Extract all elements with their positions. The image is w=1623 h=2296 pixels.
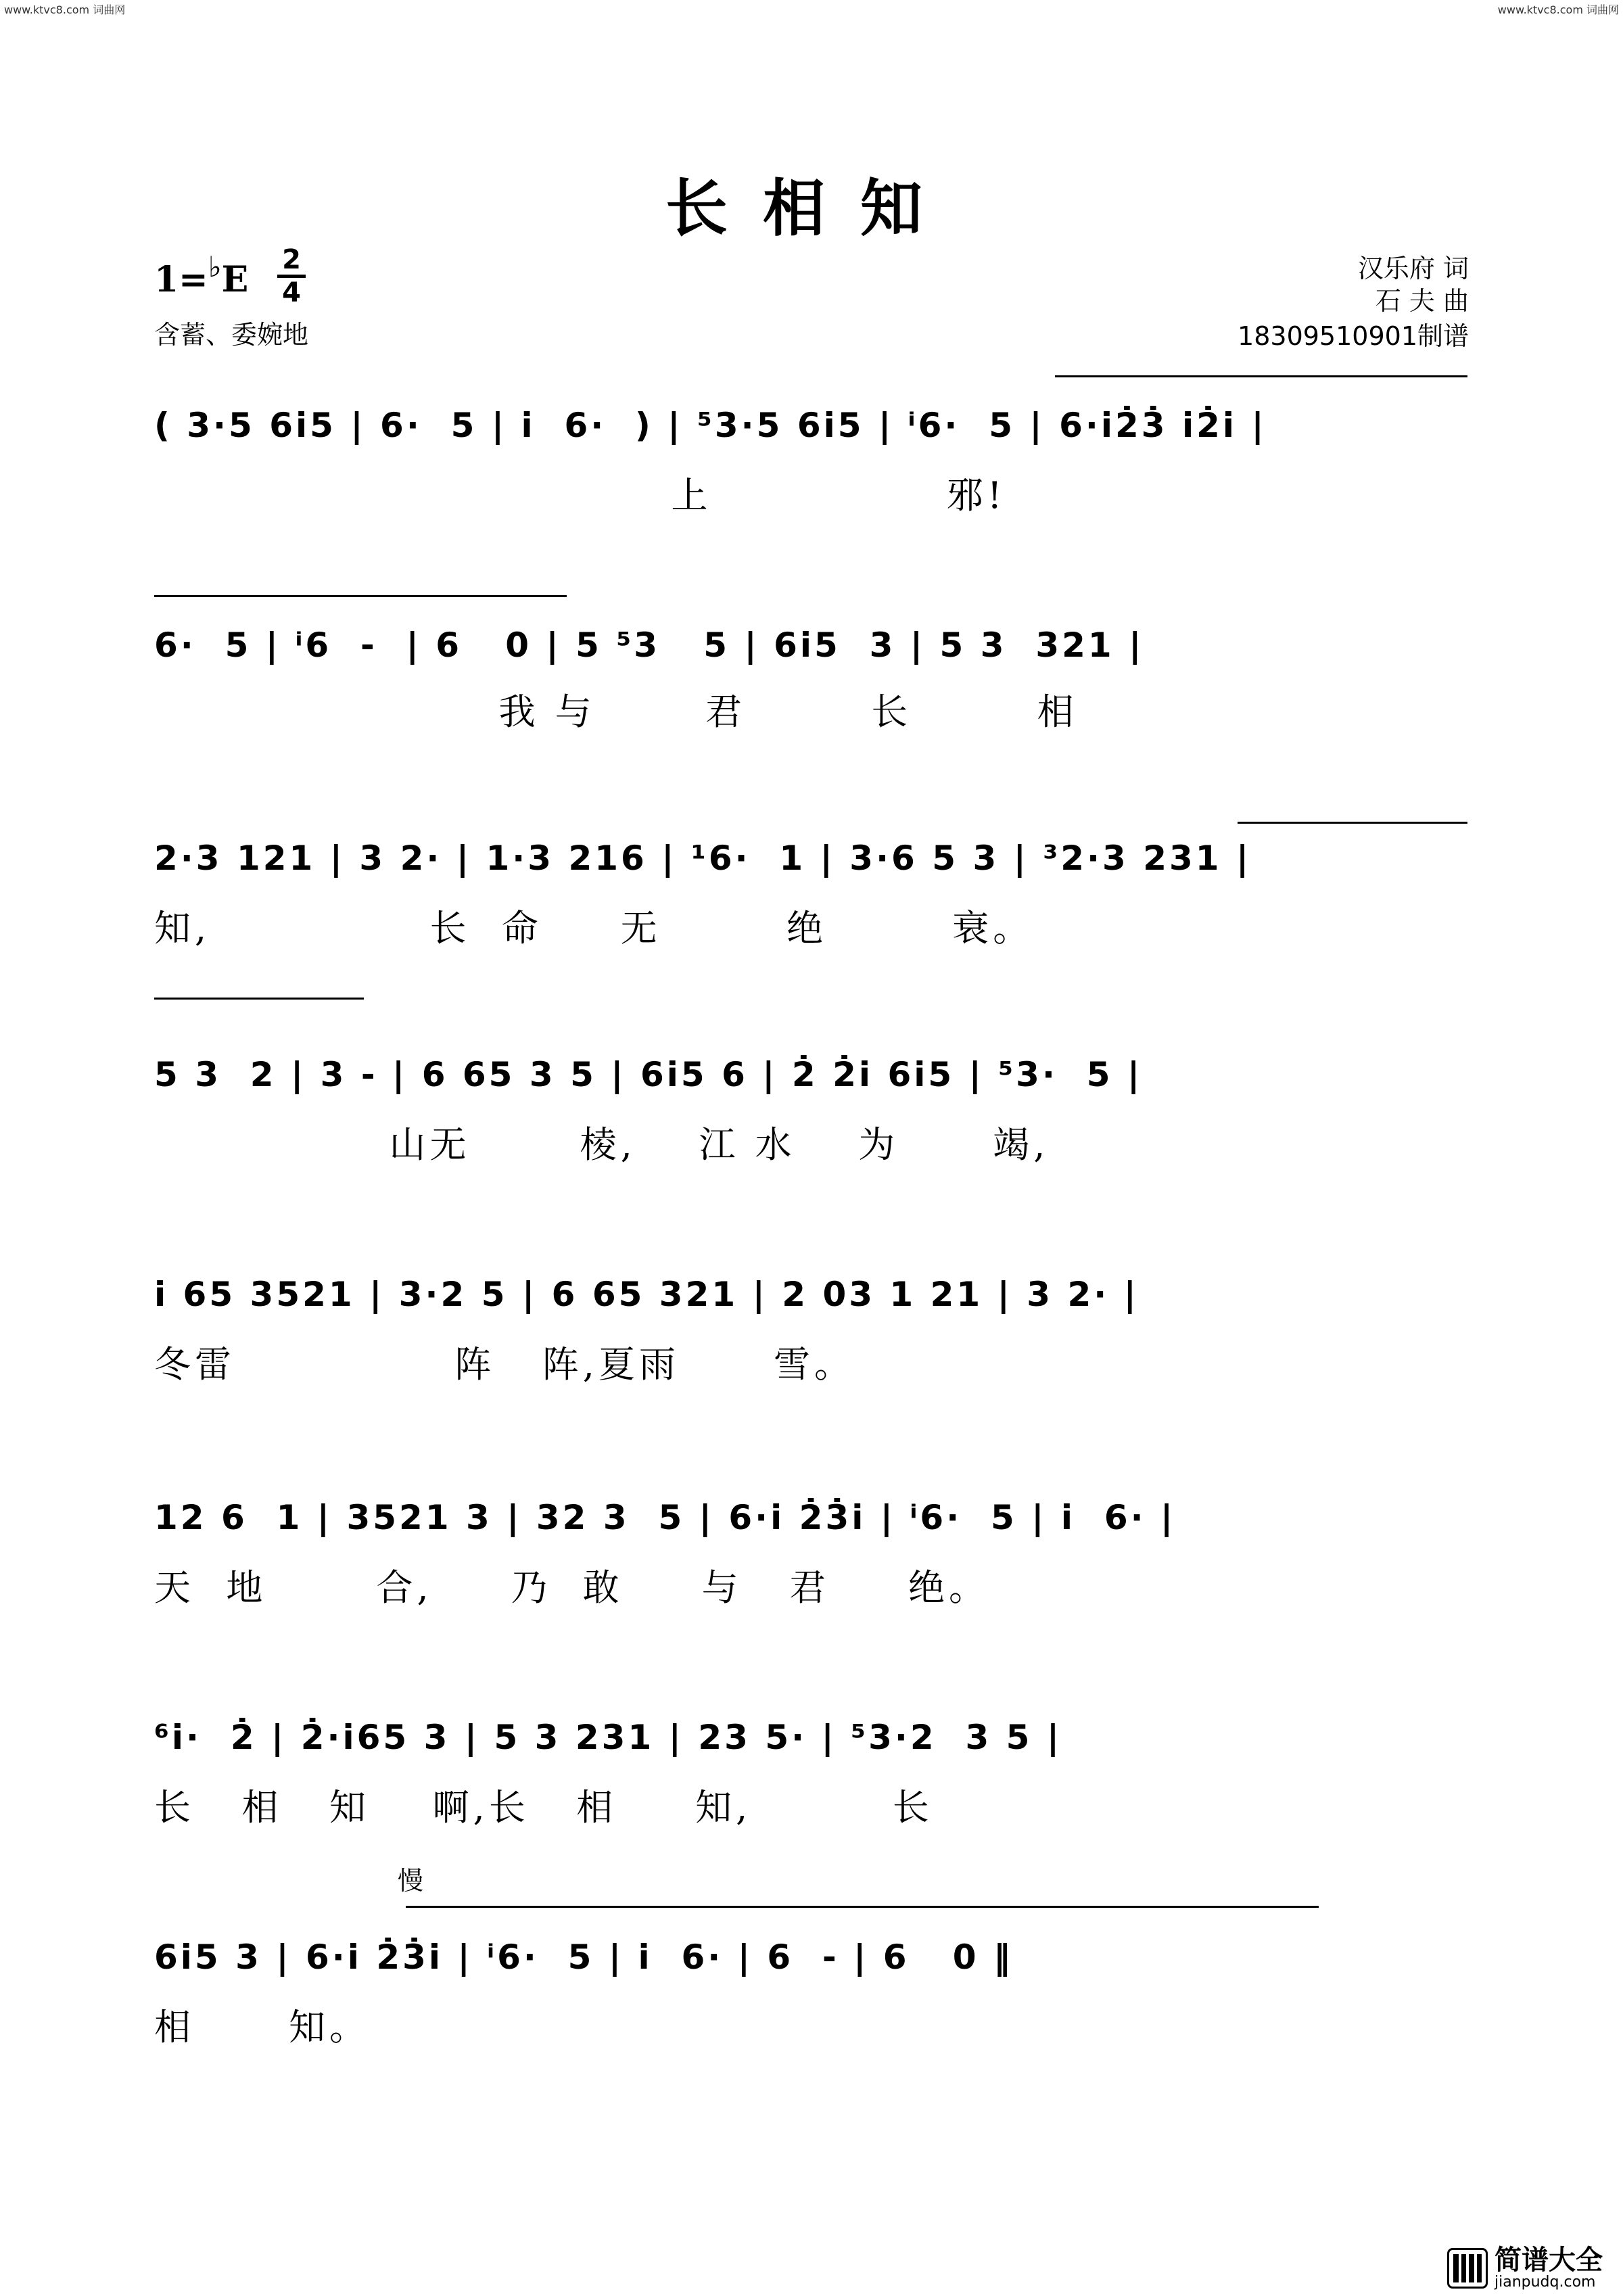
- key-signature: [154, 250, 248, 300]
- score-line-5-lyrics: 冬雷 阵 阵,夏雨 雪。: [154, 1343, 855, 1386]
- piano-icon: [1447, 2248, 1488, 2289]
- header-site-right: www.ktvc8.com 词曲网: [1497, 3, 1619, 16]
- brand-name: 简谱大全: [1495, 2245, 1603, 2276]
- time-signature: [277, 245, 306, 308]
- brand-logo: [1447, 2246, 1603, 2291]
- score-line-6-lyrics: 天 地 合, 乃 敢 与 君 绝。: [154, 1566, 989, 1609]
- key-prefix: 1=: [154, 259, 208, 300]
- time-signature-bottom: 4: [277, 275, 306, 308]
- score-line-2-lyrics: 我 与 君 长 相: [154, 690, 1078, 733]
- page-title: 长相知: [665, 172, 958, 245]
- score-line-7-lyrics: 长 相 知 啊,长 相 知, 长: [154, 1786, 933, 1829]
- slur-line-1: [1055, 375, 1467, 377]
- time-signature-top: 2: [282, 244, 301, 275]
- key-note: E: [221, 259, 249, 300]
- slur-line-2: [154, 595, 567, 597]
- score-line-5-notes: i 65 3521 | 3·2 5 | 6 65 321 | 2 03 1 21 | 3 2· |: [154, 1275, 1139, 1314]
- score-line-2-notes: 6· 5 | ⁱ6 - | 6 0 | 5 ⁵3 5 | 6i5 3 | 5 3 321 |: [154, 626, 1144, 665]
- score-line-3-notes: 2·3 121 | 3 2· | 1·3 216 | ¹6· 1 | 3·6 5 3 | ³2·3 231 |: [154, 839, 1252, 878]
- flat-symbol: ♭: [208, 250, 222, 283]
- score-line-8-notes: 6i5 3 | 6·i 2̇3̇i | ⁱ6· 5 | i 6· | 6 - | 6 0 ‖: [154, 1938, 1013, 1977]
- tempo-mark: 慢: [398, 1866, 424, 1896]
- score-line-1-notes: ( 3·5 6i5 | 6· 5 | i 6· ) | ⁵3·5 6i5 | ⁱ6· 5 | 6·i2̇3̇ i2̇i |: [154, 406, 1267, 445]
- slur-line-3: [1238, 822, 1467, 824]
- score-line-4-notes: 5 3 2 | 3 - | 6 65 3 5 | 6i5 6 | 2̇ 2̇i 6i5 | ⁵3· 5 |: [154, 1055, 1143, 1094]
- expression-mark: 含蓄、委婉地: [154, 320, 309, 350]
- header-site-left: www.ktvc8.com 词曲网: [4, 3, 126, 16]
- score-line-1-lyrics: 上 邪!: [154, 474, 1006, 517]
- score-line-7-notes: ⁶i· 2̇ | 2̇·i65 3 | 5 3 231 | 23 5· | ⁵3·2 3 5 |: [154, 1718, 1062, 1757]
- slur-line-4: [154, 998, 364, 1000]
- slur-line-8: [406, 1906, 1319, 1908]
- lyricist-credit: 汉乐府 词: [1357, 254, 1469, 283]
- score-line-6-notes: 12 6 1 | 3521 3 | 32 3 5 | 6·i 2̇3̇i | ⁱ6· 5 | i 6· |: [154, 1498, 1176, 1537]
- score-line-4-lyrics: 山无 棱, 江 水 为 竭,: [154, 1123, 1050, 1166]
- arranger-credit: 18309510901制谱: [1238, 321, 1469, 351]
- composer-credit: 石 夫 曲: [1375, 286, 1469, 316]
- brand-url: jianpudq.com: [1495, 2274, 1596, 2291]
- score-line-3-lyrics: 知, 长 命 无 绝 衰。: [154, 907, 1034, 950]
- score-line-8-lyrics: 相 知。: [154, 2006, 370, 2048]
